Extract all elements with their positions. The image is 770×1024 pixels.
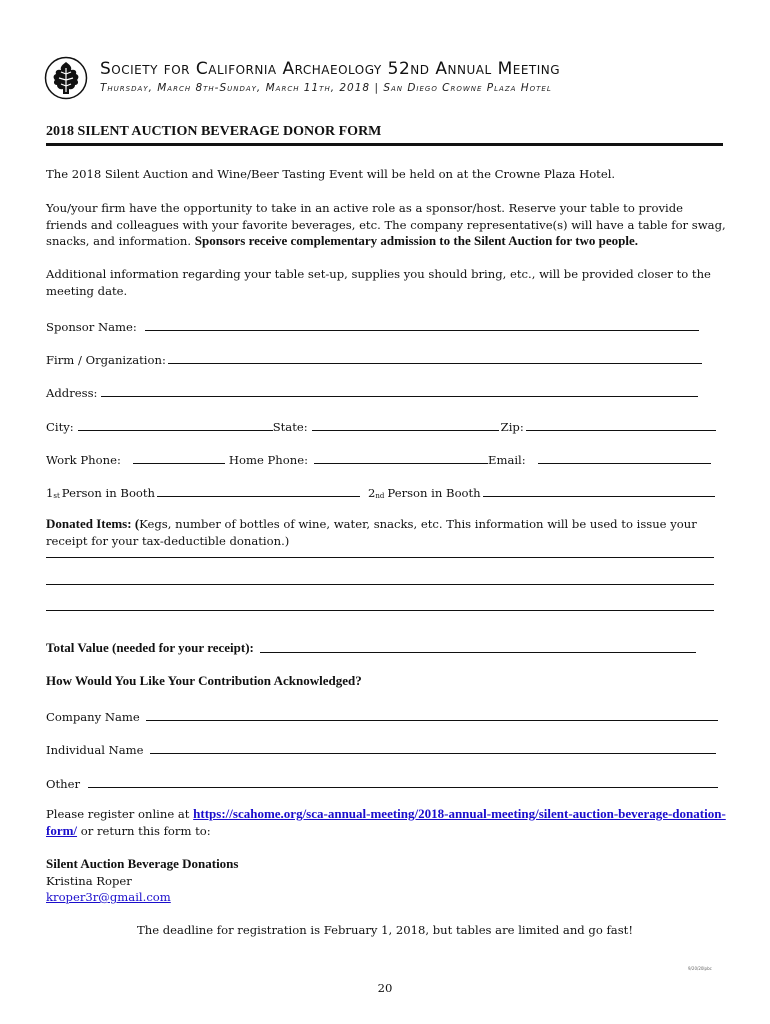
sca-logo-icon [44,56,88,100]
sponsor-name-label: Sponsor Name: [46,320,137,334]
city-line[interactable] [78,419,273,431]
register-prefix: Please register online at [46,807,190,821]
company-name-line[interactable] [146,709,718,721]
state-label: State: [272,420,308,434]
meeting-subtitle [100,82,552,94]
work-phone-label: Work Phone: [46,453,121,467]
second-person-label: Person in Booth [387,486,481,500]
register-suffix: or return this form to: [80,823,211,838]
donated-items-paragraph [46,516,726,549]
zip-label: Zip: [500,420,524,434]
contact-email-link[interactable]: kroper3r@gmail.com [46,890,171,904]
company-name-field[interactable] [46,706,718,724]
footer-code: 9/20/20lpbc [688,966,712,971]
sponsor-paragraph-text: You/your firm have the opportunity to take in an active role as a sponsor/host. Reserve your table to provide friends and colleagues with your favorite beverages, etc. The company representative(s) will have a table for swag, snacks, and information. [46,201,726,248]
first-person-line[interactable] [157,485,360,497]
second-person-sup: nd [375,492,385,500]
firm-line[interactable] [168,352,702,364]
company-name-label: Company Name [46,710,140,724]
zip-line[interactable] [526,419,716,431]
register-link[interactable]: https://scahome.org/sca-annual-meeting/2018-annual-meeting/silent-auction-beverage-donation-form/ [46,806,726,838]
second-person-num: 2 [368,486,376,500]
sponsor-name-line[interactable] [145,319,699,331]
additional-info-paragraph: Additional information regarding your table set-up, supplies you should bring, etc., will be provided closer to the meeting date. [46,267,711,298]
firm-label: Firm / Organization: [46,353,166,367]
sponsor-paragraph [46,200,726,250]
acknowledge-question [46,673,726,690]
first-person-label: Person in Booth [61,486,156,500]
first-person-num: 1 [46,486,54,500]
email-line[interactable] [538,452,711,464]
title-rule [46,143,723,146]
home-phone-line[interactable] [314,452,488,464]
total-value-line[interactable] [260,641,696,653]
donated-items-line-2[interactable] [46,584,714,585]
total-value-label: Total Value (needed for your receipt): [46,640,254,655]
city-state-zip-row [46,416,716,434]
page-number: 20 [377,981,393,995]
state-line[interactable] [312,419,499,431]
other-field[interactable] [46,773,718,791]
acknowledge-question-text: How Would You Like Your Contribution Acknowledged? [46,673,362,688]
work-phone-line[interactable] [133,452,225,464]
sponsor-name-field[interactable] [46,316,699,334]
donated-items-line-3[interactable] [46,610,714,611]
contact-heading: Silent Auction Beverage Donations [46,856,239,871]
first-person-sup: st [53,492,60,500]
email-label: Email: [487,453,526,467]
intro-paragraph: The 2018 Silent Auction and Wine/Beer Tasting Event will be held on at the Crowne Plaza Hotel. [46,167,616,181]
second-person-line[interactable] [483,485,715,497]
city-label: City: [46,420,74,434]
address-line[interactable] [101,385,698,397]
form-title: 2018 SILENT AUCTION BEVERAGE DONOR FORM [46,124,382,139]
phone-email-row [46,449,711,467]
donated-items-text: Kegs, number of bottles of wine, water, snacks, etc. This information will be used to issue your receipt for your tax-deductible donation.) [46,517,697,548]
address-field[interactable] [46,382,698,400]
donated-items-line-1[interactable] [46,557,714,558]
individual-name-line[interactable] [150,742,716,754]
donated-items-label: Donated Items: ( [46,516,140,531]
meeting-subtitle-text: Thursday, March 8th-Sunday, March 11th, 2018 | San Diego Crowne Plaza Hotel [100,82,552,94]
address-label: Address: [46,386,98,400]
contact-block [46,856,726,906]
total-value-field[interactable] [46,638,696,656]
individual-name-label: Individual Name [46,743,144,757]
booth-persons-row [46,482,715,500]
other-label: Other [46,777,81,791]
org-title [100,59,560,79]
deadline-text: The deadline for registration is February 1, 2018, but tables are limited and go fast! [137,923,633,937]
sponsor-benefit-text: Sponsors receive complementary admission to the Silent Auction for two people. [194,233,639,248]
contact-name: Kristina Roper [46,873,132,888]
firm-field[interactable] [46,349,702,367]
home-phone-label: Home Phone: [228,453,308,467]
register-paragraph [46,806,726,839]
other-line[interactable] [88,776,718,788]
individual-name-field[interactable] [46,739,716,757]
org-title-text: Society for California Archaeology 52nd Annual Meeting [100,59,561,79]
